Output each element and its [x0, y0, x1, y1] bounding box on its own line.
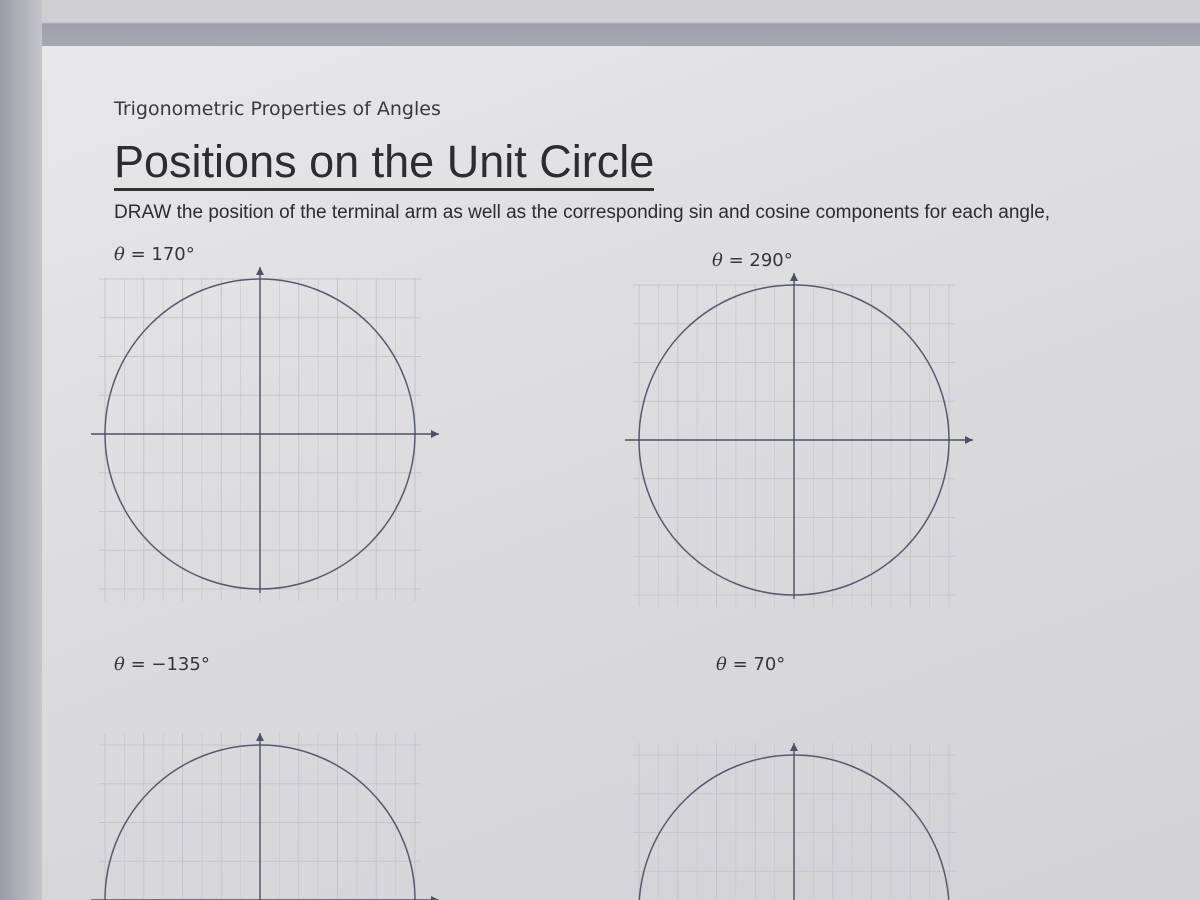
angle-label-2 [712, 250, 793, 271]
unit-circle-diagram-3[interactable] [130, 684, 490, 900]
y-axis-arrow-icon [256, 267, 264, 275]
worksheet-page [42, 46, 1200, 900]
angle-value: = 290° [728, 250, 793, 271]
angle-label-1 [114, 244, 195, 265]
theta-symbol: θ [114, 654, 125, 675]
x-axis-arrow-icon [431, 430, 439, 438]
screen-bezel-left [0, 0, 42, 900]
angle-value: = −135° [130, 654, 210, 675]
screen-bezel-top [0, 0, 1200, 46]
angle-label-4 [716, 654, 785, 675]
theta-symbol: θ [712, 250, 723, 271]
angle-label-3 [114, 654, 210, 675]
unit-circle-diagram-2[interactable] [664, 284, 1024, 634]
y-axis-arrow-icon [256, 733, 264, 741]
angle-value: = 170° [130, 244, 195, 265]
y-axis-arrow-icon [790, 273, 798, 281]
angle-value: = 70° [732, 654, 786, 675]
theta-symbol: θ [114, 244, 125, 265]
y-axis-arrow-icon [790, 743, 798, 751]
unit-circle-diagram-4[interactable] [664, 688, 1024, 900]
x-axis-arrow-icon [965, 436, 973, 444]
unit-circle-diagram-1[interactable] [130, 278, 490, 628]
theta-symbol: θ [716, 654, 727, 675]
worksheet-title: Positions on the Unit Circle [114, 136, 654, 191]
worksheet-subtitle: Trigonometric Properties of Angles [114, 98, 441, 120]
x-axis-arrow-icon [431, 896, 439, 900]
instructions-text: DRAW the position of the terminal arm as well as the corresponding sin and cosine components for each angle, [114, 202, 1051, 223]
